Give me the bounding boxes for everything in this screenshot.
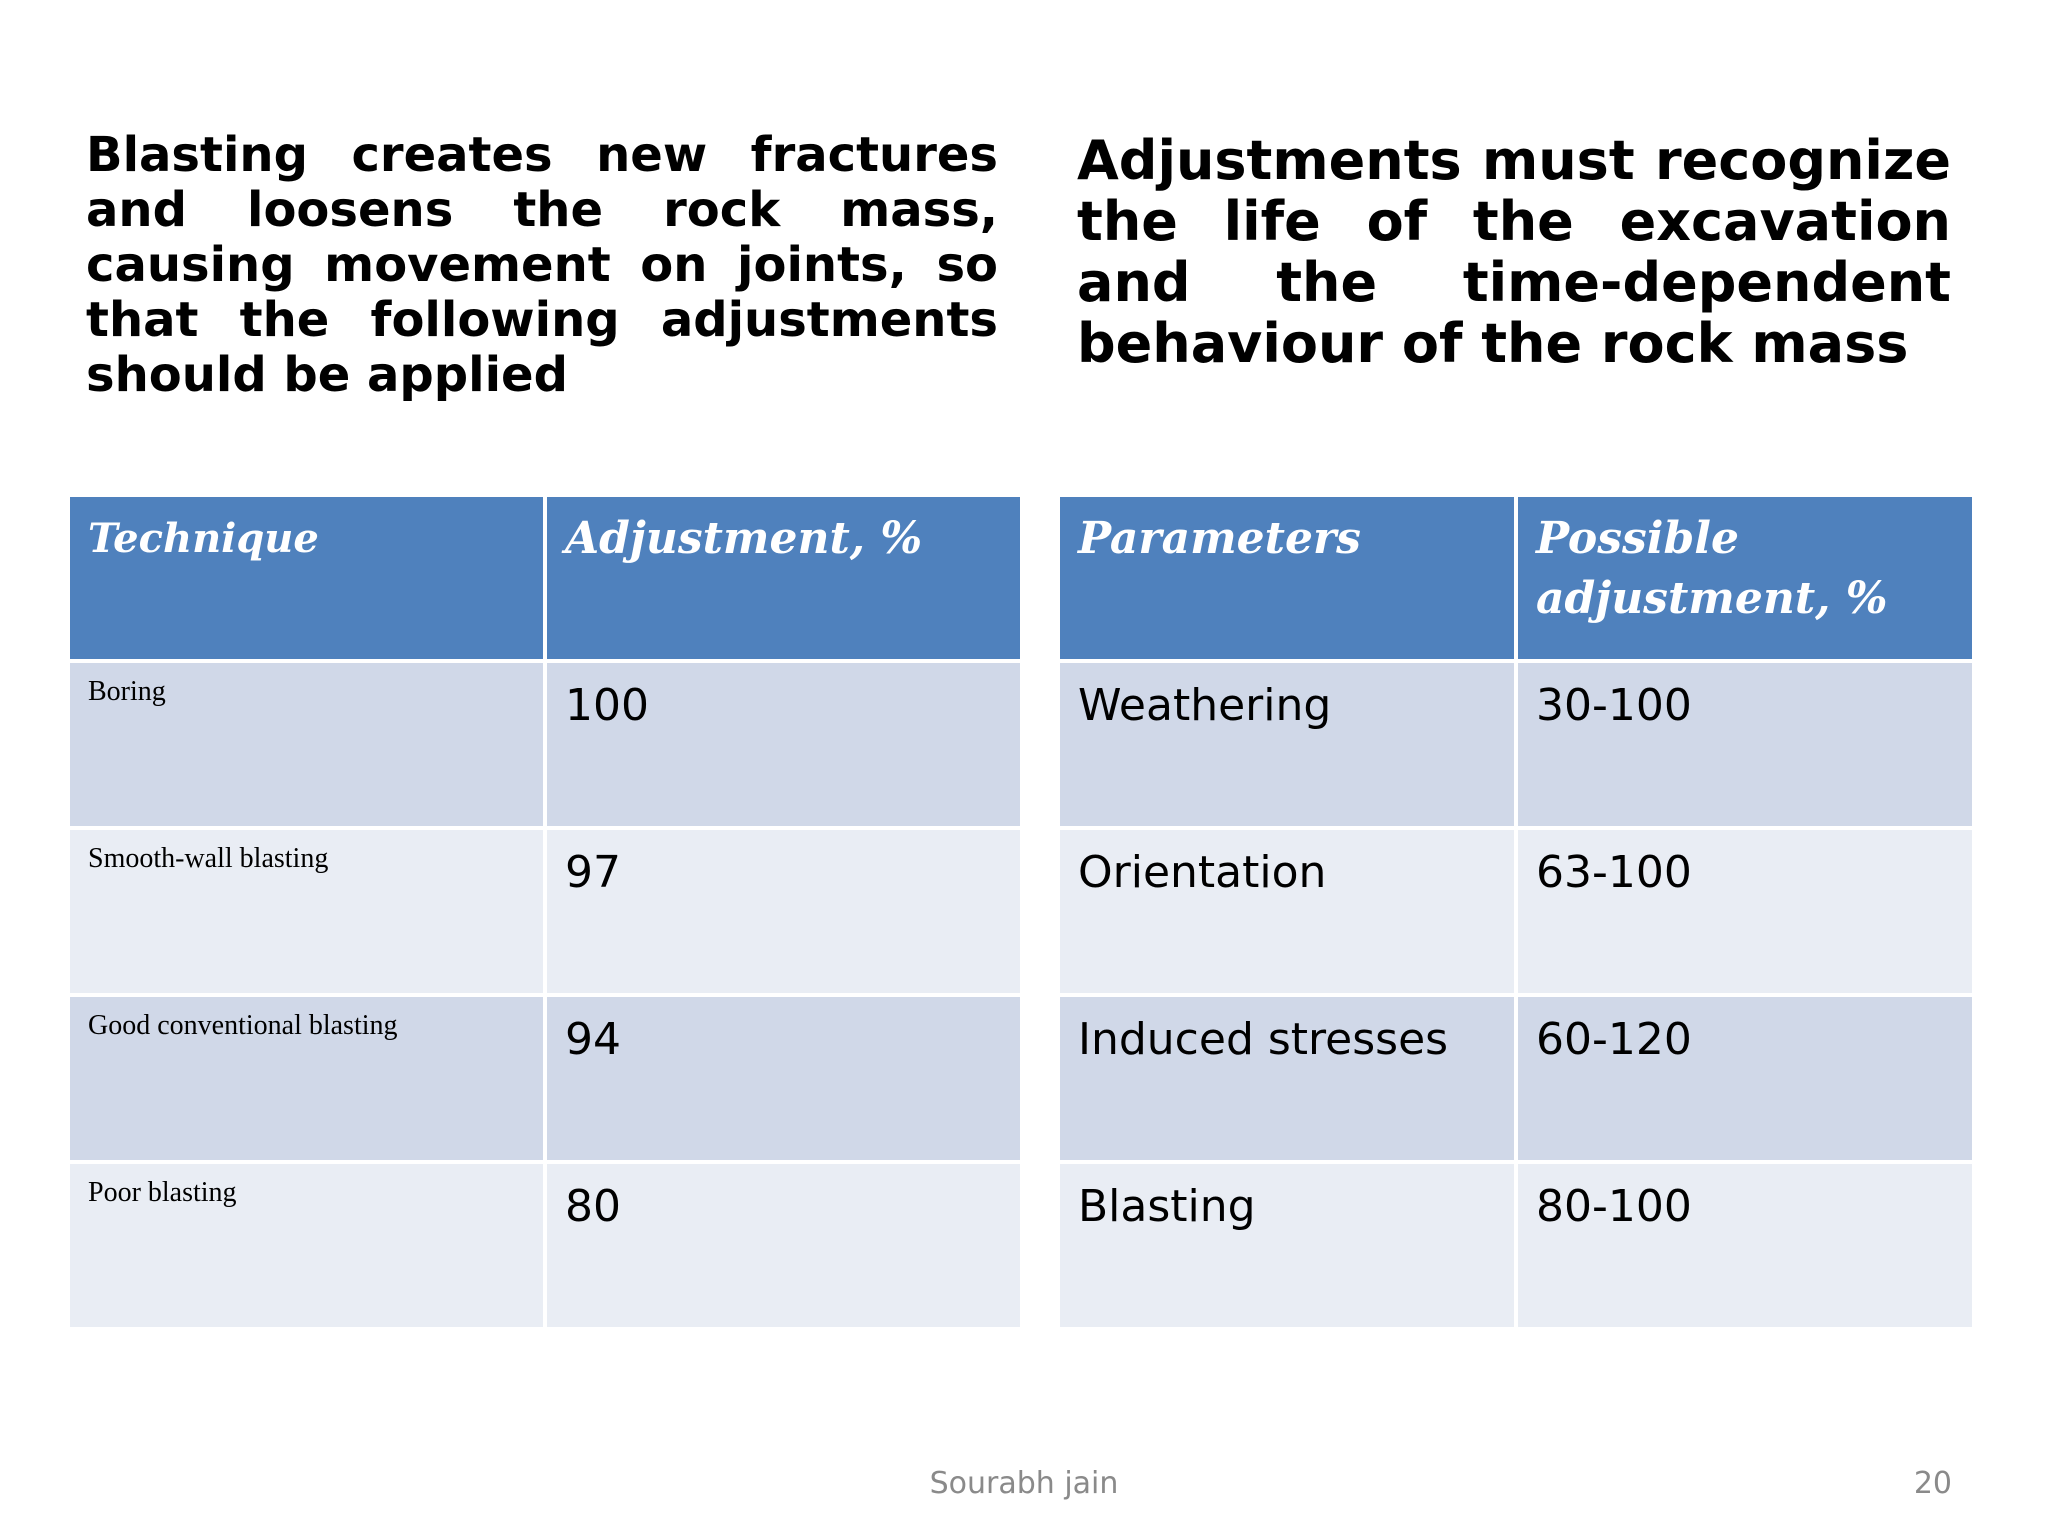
footer-author: Sourabh jain <box>929 1466 1119 1501</box>
possible-adjustment-cell: 30-100 <box>1516 661 1974 828</box>
table-row <box>68 1162 1022 1329</box>
technique-adjustment-table <box>66 493 1024 1331</box>
column-header-adjustment: Adjustment, % <box>545 495 1022 661</box>
right-intro-text: Adjustments must recognize the life of the excavation and the time-dependent behaviour of the rock mass <box>1077 129 1951 375</box>
parameters-adjustment-table <box>1056 493 1976 1331</box>
page-number: 20 <box>1913 1466 1952 1501</box>
parameter-cell: Orientation <box>1058 828 1516 995</box>
possible-adjustment-cell: 60-120 <box>1516 995 1974 1162</box>
adjustment-cell: 97 <box>545 828 1022 995</box>
possible-adjustment-cell: 80-100 <box>1516 1162 1974 1329</box>
technique-cell: Good conventional blasting <box>68 995 545 1162</box>
table-header-row <box>1058 495 1974 661</box>
column-header-possible-adjustment: Possible adjustment, % <box>1516 495 1974 661</box>
technique-cell: Boring <box>68 661 545 828</box>
technique-cell: Smooth-wall blasting <box>68 828 545 995</box>
column-header-parameters: Parameters <box>1058 495 1516 661</box>
table-row <box>1058 995 1974 1162</box>
adjustment-cell: 80 <box>545 1162 1022 1329</box>
parameter-cell: Blasting <box>1058 1162 1516 1329</box>
technique-cell: Poor blasting <box>68 1162 545 1329</box>
parameter-cell: Weathering <box>1058 661 1516 828</box>
parameter-cell: Induced stresses <box>1058 995 1516 1162</box>
table-row <box>68 661 1022 828</box>
left-intro-text: Blasting creates new fractures and loosens the rock mass, causing movement on joints, so that the following adjustments should be applied <box>86 127 998 403</box>
table-header-row <box>68 495 1022 661</box>
adjustment-cell: 100 <box>545 661 1022 828</box>
possible-adjustment-cell: 63-100 <box>1516 828 1974 995</box>
column-header-technique: Technique <box>68 495 545 661</box>
adjustment-cell: 94 <box>545 995 1022 1162</box>
table-row <box>1058 828 1974 995</box>
table-row <box>68 828 1022 995</box>
table-row <box>1058 661 1974 828</box>
table-row <box>1058 1162 1974 1329</box>
table-row <box>68 995 1022 1162</box>
